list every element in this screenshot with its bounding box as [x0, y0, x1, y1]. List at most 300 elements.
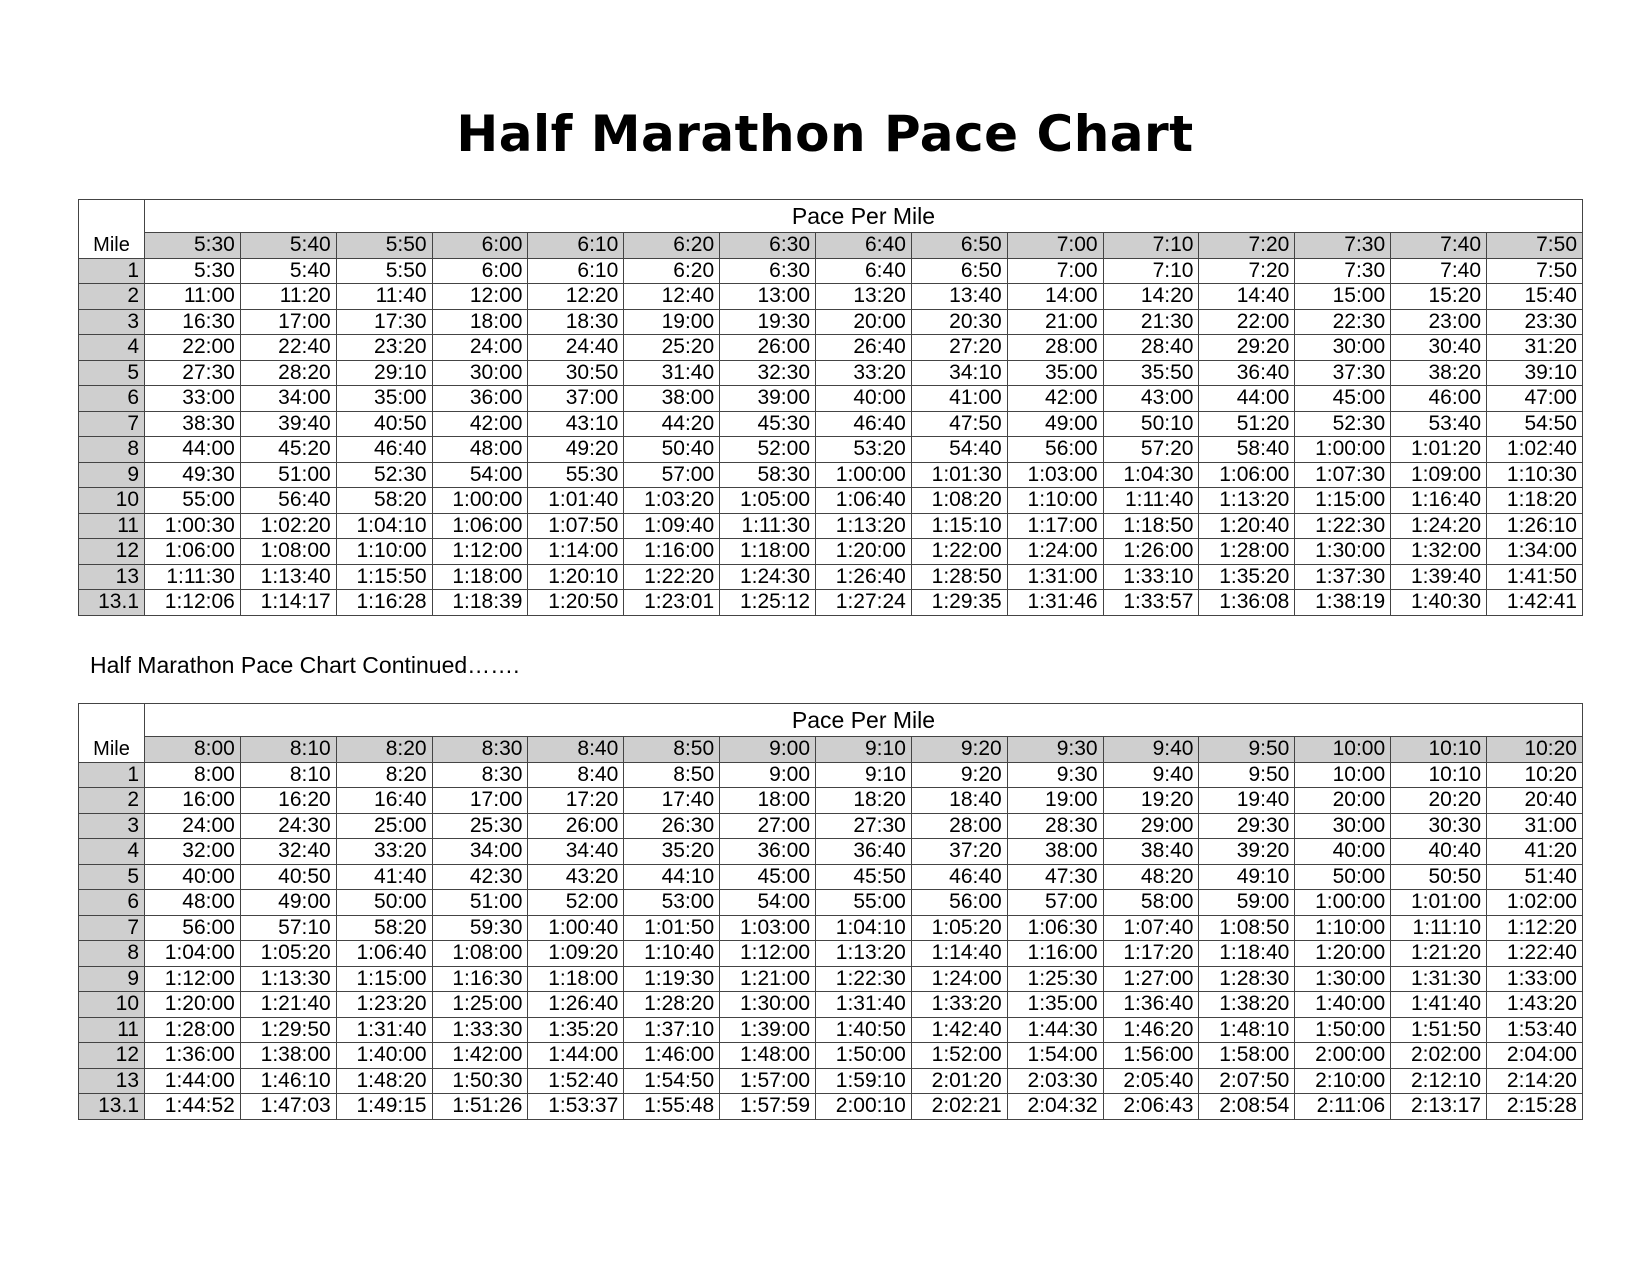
split-time-cell: 51:00: [432, 890, 528, 916]
split-time-cell: 1:06:30: [1007, 915, 1103, 941]
split-time-cell: 28:00: [911, 813, 1007, 839]
split-time-cell: 16:00: [145, 788, 241, 814]
split-time-cell: 1:12:20: [1487, 915, 1583, 941]
split-time-cell: 29:10: [336, 360, 432, 386]
split-time-cell: 53:40: [1391, 411, 1487, 437]
split-time-cell: 15:00: [1295, 284, 1391, 310]
split-time-cell: 1:05:20: [240, 941, 336, 967]
mile-header: Mile: [79, 233, 145, 259]
split-time-cell: 1:00:00: [432, 488, 528, 514]
split-time-cell: 53:00: [624, 890, 720, 916]
split-time-cell: 1:41:50: [1487, 564, 1583, 590]
split-time-cell: 12:40: [624, 284, 720, 310]
page-title: Half Marathon Pace Chart: [456, 105, 1194, 163]
pace-header-row: [79, 233, 1583, 259]
mile-row-label: 2: [79, 788, 145, 814]
split-time-cell: 16:30: [145, 309, 241, 335]
split-time-cell: 1:27:24: [816, 590, 912, 616]
split-time-cell: 25:00: [336, 813, 432, 839]
split-time-cell: 29:30: [1199, 813, 1295, 839]
split-time-cell: 8:40: [528, 762, 624, 788]
split-time-cell: 58:20: [336, 915, 432, 941]
pace-table-1: [78, 199, 1583, 616]
split-time-cell: 1:00:30: [145, 513, 241, 539]
split-time-cell: 1:10:40: [624, 941, 720, 967]
split-time-cell: 1:24:30: [720, 564, 816, 590]
corner-cell: [79, 704, 145, 737]
split-time-cell: 32:30: [720, 360, 816, 386]
split-time-cell: 1:40:00: [336, 1043, 432, 1069]
split-time-cell: 28:20: [240, 360, 336, 386]
mile-row-label: 10: [79, 488, 145, 514]
mile-row-label: 8: [79, 437, 145, 463]
split-time-cell: 1:11:40: [1103, 488, 1199, 514]
split-time-cell: 12:00: [432, 284, 528, 310]
split-time-cell: 1:16:00: [624, 539, 720, 565]
table-row: [79, 966, 1583, 992]
split-time-cell: 1:26:40: [816, 564, 912, 590]
pace-column-header: 10:20: [1487, 737, 1583, 763]
split-time-cell: 1:11:30: [720, 513, 816, 539]
split-time-cell: 38:00: [1007, 839, 1103, 865]
split-time-cell: 14:40: [1199, 284, 1295, 310]
split-time-cell: 7:10: [1103, 258, 1199, 284]
split-time-cell: 21:30: [1103, 309, 1199, 335]
mile-row-label: 9: [79, 462, 145, 488]
split-time-cell: 22:40: [240, 335, 336, 361]
table-row: [79, 1068, 1583, 1094]
split-time-cell: 1:06:00: [145, 539, 241, 565]
split-time-cell: 30:00: [432, 360, 528, 386]
split-time-cell: 19:30: [720, 309, 816, 335]
split-time-cell: 7:00: [1007, 258, 1103, 284]
split-time-cell: 30:50: [528, 360, 624, 386]
split-time-cell: 1:50:30: [432, 1068, 528, 1094]
split-time-cell: 1:22:30: [816, 966, 912, 992]
split-time-cell: 1:34:00: [1487, 539, 1583, 565]
pace-column-header: 6:40: [816, 233, 912, 259]
split-time-cell: 57:20: [1103, 437, 1199, 463]
split-time-cell: 1:44:52: [145, 1094, 241, 1120]
split-time-cell: 36:40: [1199, 360, 1295, 386]
split-time-cell: 34:10: [911, 360, 1007, 386]
split-time-cell: 1:14:40: [911, 941, 1007, 967]
table-row: [79, 941, 1583, 967]
split-time-cell: 1:23:01: [624, 590, 720, 616]
split-time-cell: 1:24:00: [911, 966, 1007, 992]
split-time-cell: 9:30: [1007, 762, 1103, 788]
split-time-cell: 1:50:00: [1295, 1017, 1391, 1043]
split-time-cell: 17:30: [336, 309, 432, 335]
split-time-cell: 24:30: [240, 813, 336, 839]
table-row: [79, 411, 1583, 437]
mile-row-label: 6: [79, 386, 145, 412]
split-time-cell: 1:40:30: [1391, 590, 1487, 616]
split-time-cell: 37:20: [911, 839, 1007, 865]
split-time-cell: 16:20: [240, 788, 336, 814]
pace-column-header: 8:50: [624, 737, 720, 763]
split-time-cell: 1:28:00: [145, 1017, 241, 1043]
split-time-cell: 1:12:00: [432, 539, 528, 565]
split-time-cell: 1:00:00: [1295, 437, 1391, 463]
split-time-cell: 1:31:00: [1007, 564, 1103, 590]
split-time-cell: 1:38:19: [1295, 590, 1391, 616]
split-time-cell: 8:30: [432, 762, 528, 788]
table-row: [79, 1094, 1583, 1120]
mile-row-label: 4: [79, 335, 145, 361]
mile-row-label: 3: [79, 813, 145, 839]
pace-column-header: 7:10: [1103, 233, 1199, 259]
pace-per-mile-header: Pace Per Mile: [145, 704, 1583, 737]
split-time-cell: 43:10: [528, 411, 624, 437]
pace-column-header: 8:10: [240, 737, 336, 763]
mile-row-label: 1: [79, 258, 145, 284]
split-time-cell: 1:09:00: [1391, 462, 1487, 488]
split-time-cell: 17:00: [240, 309, 336, 335]
split-time-cell: 1:41:40: [1391, 992, 1487, 1018]
split-time-cell: 17:00: [432, 788, 528, 814]
pace-column-header: 7:20: [1199, 233, 1295, 259]
split-time-cell: 45:20: [240, 437, 336, 463]
pace-per-mile-header: Pace Per Mile: [145, 200, 1583, 233]
split-time-cell: 56:00: [911, 890, 1007, 916]
split-time-cell: 1:20:50: [528, 590, 624, 616]
split-time-cell: 1:13:20: [816, 941, 912, 967]
pace-table-2: [78, 703, 1583, 1120]
split-time-cell: 9:10: [816, 762, 912, 788]
split-time-cell: 1:06:00: [432, 513, 528, 539]
split-time-cell: 53:20: [816, 437, 912, 463]
split-time-cell: 47:50: [911, 411, 1007, 437]
split-time-cell: 30:00: [1295, 335, 1391, 361]
pace-column-header: 10:10: [1391, 737, 1487, 763]
split-time-cell: 1:18:00: [432, 564, 528, 590]
split-time-cell: 7:40: [1391, 258, 1487, 284]
split-time-cell: 9:20: [911, 762, 1007, 788]
split-time-cell: 1:22:30: [1295, 513, 1391, 539]
split-time-cell: 58:30: [720, 462, 816, 488]
table-row: [79, 992, 1583, 1018]
pace-header-row: [79, 737, 1583, 763]
split-time-cell: 31:40: [624, 360, 720, 386]
split-time-cell: 16:40: [336, 788, 432, 814]
split-time-cell: 41:40: [336, 864, 432, 890]
split-time-cell: 2:12:10: [1391, 1068, 1487, 1094]
split-time-cell: 1:15:00: [336, 966, 432, 992]
table-row: [79, 915, 1583, 941]
split-time-cell: 2:02:21: [911, 1094, 1007, 1120]
split-time-cell: 1:35:20: [528, 1017, 624, 1043]
split-time-cell: 1:27:00: [1103, 966, 1199, 992]
split-time-cell: 6:40: [816, 258, 912, 284]
split-time-cell: 1:51:26: [432, 1094, 528, 1120]
split-time-cell: 1:08:50: [1199, 915, 1295, 941]
split-time-cell: 1:15:10: [911, 513, 1007, 539]
mile-row-label: 7: [79, 915, 145, 941]
split-time-cell: 32:40: [240, 839, 336, 865]
split-time-cell: 2:01:20: [911, 1068, 1007, 1094]
split-time-cell: 1:00:00: [816, 462, 912, 488]
split-time-cell: 14:00: [1007, 284, 1103, 310]
split-time-cell: 43:00: [1103, 386, 1199, 412]
split-time-cell: 2:04:00: [1487, 1043, 1583, 1069]
pace-column-header: 9:20: [911, 737, 1007, 763]
split-time-cell: 1:30:00: [1295, 966, 1391, 992]
split-time-cell: 1:28:30: [1199, 966, 1295, 992]
split-time-cell: 44:00: [1199, 386, 1295, 412]
split-time-cell: 51:40: [1487, 864, 1583, 890]
split-time-cell: 35:00: [1007, 360, 1103, 386]
split-time-cell: 1:26:00: [1103, 539, 1199, 565]
split-time-cell: 1:04:10: [336, 513, 432, 539]
split-time-cell: 56:40: [240, 488, 336, 514]
mile-row-label: 12: [79, 1043, 145, 1069]
split-time-cell: 45:00: [1295, 386, 1391, 412]
split-time-cell: 1:46:10: [240, 1068, 336, 1094]
split-time-cell: 29:00: [1103, 813, 1199, 839]
split-time-cell: 49:30: [145, 462, 241, 488]
split-time-cell: 18:40: [911, 788, 1007, 814]
split-time-cell: 1:44:00: [528, 1043, 624, 1069]
split-time-cell: 54:40: [911, 437, 1007, 463]
pace-column-header: 8:20: [336, 737, 432, 763]
table-row: [79, 462, 1583, 488]
split-time-cell: 8:10: [240, 762, 336, 788]
split-time-cell: 1:57:59: [720, 1094, 816, 1120]
split-time-cell: 1:24:20: [1391, 513, 1487, 539]
split-time-cell: 22:00: [145, 335, 241, 361]
split-time-cell: 1:46:00: [624, 1043, 720, 1069]
mile-row-label: 13.1: [79, 1094, 145, 1120]
table-row: [79, 309, 1583, 335]
split-time-cell: 42:00: [1007, 386, 1103, 412]
split-time-cell: 40:40: [1391, 839, 1487, 865]
split-time-cell: 51:20: [1199, 411, 1295, 437]
split-time-cell: 1:07:30: [1295, 462, 1391, 488]
split-time-cell: 50:40: [624, 437, 720, 463]
split-time-cell: 1:48:20: [336, 1068, 432, 1094]
mile-row-label: 3: [79, 309, 145, 335]
split-time-cell: 40:00: [145, 864, 241, 890]
split-time-cell: 23:20: [336, 335, 432, 361]
split-time-cell: 39:00: [720, 386, 816, 412]
split-time-cell: 1:02:20: [240, 513, 336, 539]
split-time-cell: 1:56:00: [1103, 1043, 1199, 1069]
split-time-cell: 5:30: [145, 258, 241, 284]
split-time-cell: 1:46:20: [1103, 1017, 1199, 1043]
split-time-cell: 58:40: [1199, 437, 1295, 463]
split-time-cell: 1:18:20: [1487, 488, 1583, 514]
table-row: [79, 539, 1583, 565]
split-time-cell: 1:13:40: [240, 564, 336, 590]
split-time-cell: 2:11:06: [1295, 1094, 1391, 1120]
split-time-cell: 35:00: [336, 386, 432, 412]
split-time-cell: 1:18:40: [1199, 941, 1295, 967]
split-time-cell: 1:06:40: [336, 941, 432, 967]
split-time-cell: 18:20: [816, 788, 912, 814]
split-time-cell: 50:10: [1103, 411, 1199, 437]
split-time-cell: 38:40: [1103, 839, 1199, 865]
pace-column-header: 8:00: [145, 737, 241, 763]
split-time-cell: 31:20: [1487, 335, 1583, 361]
mile-row-label: 9: [79, 966, 145, 992]
split-time-cell: 2:05:40: [1103, 1068, 1199, 1094]
split-time-cell: 1:14:00: [528, 539, 624, 565]
split-time-cell: 1:36:08: [1199, 590, 1295, 616]
split-time-cell: 1:15:50: [336, 564, 432, 590]
split-time-cell: 1:33:20: [911, 992, 1007, 1018]
split-time-cell: 1:36:40: [1103, 992, 1199, 1018]
split-time-cell: 27:00: [720, 813, 816, 839]
split-time-cell: 1:00:00: [1295, 890, 1391, 916]
split-time-cell: 1:28:00: [1199, 539, 1295, 565]
split-time-cell: 1:22:40: [1487, 941, 1583, 967]
split-time-cell: 45:00: [720, 864, 816, 890]
split-time-cell: 1:35:00: [1007, 992, 1103, 1018]
split-time-cell: 40:00: [1295, 839, 1391, 865]
split-time-cell: 2:00:00: [1295, 1043, 1391, 1069]
split-time-cell: 55:00: [816, 890, 912, 916]
split-time-cell: 1:11:30: [145, 564, 241, 590]
split-time-cell: 1:12:06: [145, 590, 241, 616]
split-time-cell: 1:20:10: [528, 564, 624, 590]
split-time-cell: 1:40:50: [816, 1017, 912, 1043]
split-time-cell: 2:14:20: [1487, 1068, 1583, 1094]
split-time-cell: 1:39:40: [1391, 564, 1487, 590]
split-time-cell: 1:04:10: [816, 915, 912, 941]
split-time-cell: 48:20: [1103, 864, 1199, 890]
split-time-cell: 44:10: [624, 864, 720, 890]
split-time-cell: 34:00: [432, 839, 528, 865]
split-time-cell: 1:30:00: [720, 992, 816, 1018]
table-row: [79, 284, 1583, 310]
split-time-cell: 1:16:28: [336, 590, 432, 616]
split-time-cell: 1:26:10: [1487, 513, 1583, 539]
split-time-cell: 1:43:20: [1487, 992, 1583, 1018]
split-time-cell: 9:00: [720, 762, 816, 788]
split-time-cell: 1:05:00: [720, 488, 816, 514]
pace-column-header: 6:20: [624, 233, 720, 259]
mile-header: Mile: [79, 737, 145, 763]
split-time-cell: 54:50: [1487, 411, 1583, 437]
split-time-cell: 27:30: [145, 360, 241, 386]
split-time-cell: 1:08:00: [240, 539, 336, 565]
split-time-cell: 20:40: [1487, 788, 1583, 814]
split-time-cell: 1:20:00: [1295, 941, 1391, 967]
split-time-cell: 6:30: [720, 258, 816, 284]
split-time-cell: 34:00: [240, 386, 336, 412]
split-time-cell: 1:03:00: [1007, 462, 1103, 488]
pace-column-header: 9:50: [1199, 737, 1295, 763]
split-time-cell: 48:00: [432, 437, 528, 463]
split-time-cell: 1:20:00: [145, 992, 241, 1018]
split-time-cell: 1:25:30: [1007, 966, 1103, 992]
mile-row-label: 5: [79, 360, 145, 386]
split-time-cell: 19:00: [1007, 788, 1103, 814]
split-time-cell: 50:00: [336, 890, 432, 916]
split-time-cell: 33:20: [816, 360, 912, 386]
mile-row-label: 5: [79, 864, 145, 890]
split-time-cell: 43:20: [528, 864, 624, 890]
split-time-cell: 46:40: [336, 437, 432, 463]
split-time-cell: 1:39:00: [720, 1017, 816, 1043]
split-time-cell: 26:00: [528, 813, 624, 839]
split-time-cell: 12:20: [528, 284, 624, 310]
split-time-cell: 11:20: [240, 284, 336, 310]
split-time-cell: 44:00: [145, 437, 241, 463]
split-time-cell: 1:18:00: [720, 539, 816, 565]
split-time-cell: 1:13:20: [1199, 488, 1295, 514]
split-time-cell: 19:40: [1199, 788, 1295, 814]
pace-column-header: 6:50: [911, 233, 1007, 259]
split-time-cell: 48:00: [145, 890, 241, 916]
split-time-cell: 39:20: [1199, 839, 1295, 865]
split-time-cell: 1:31:40: [336, 1017, 432, 1043]
split-time-cell: 1:04:30: [1103, 462, 1199, 488]
table-row: [79, 864, 1583, 890]
split-time-cell: 26:00: [720, 335, 816, 361]
split-time-cell: 58:00: [1103, 890, 1199, 916]
split-time-cell: 59:30: [432, 915, 528, 941]
split-time-cell: 26:30: [624, 813, 720, 839]
split-time-cell: 57:10: [240, 915, 336, 941]
split-time-cell: 25:30: [432, 813, 528, 839]
split-time-cell: 24:00: [432, 335, 528, 361]
split-time-cell: 52:00: [528, 890, 624, 916]
split-time-cell: 1:54:00: [1007, 1043, 1103, 1069]
split-time-cell: 57:00: [624, 462, 720, 488]
split-time-cell: 47:30: [1007, 864, 1103, 890]
split-time-cell: 37:00: [528, 386, 624, 412]
mile-row-label: 2: [79, 284, 145, 310]
split-time-cell: 1:40:00: [1295, 992, 1391, 1018]
split-time-cell: 1:07:50: [528, 513, 624, 539]
split-time-cell: 1:48:10: [1199, 1017, 1295, 1043]
table-row: [79, 488, 1583, 514]
group-header-row: [79, 200, 1583, 233]
split-time-cell: 1:42:40: [911, 1017, 1007, 1043]
split-time-cell: 1:23:20: [336, 992, 432, 1018]
table-row: [79, 386, 1583, 412]
split-time-cell: 1:09:20: [528, 941, 624, 967]
mile-row-label: 12: [79, 539, 145, 565]
split-time-cell: 22:30: [1295, 309, 1391, 335]
split-time-cell: 1:13:20: [816, 513, 912, 539]
split-time-cell: 44:20: [624, 411, 720, 437]
group-header-row: [79, 704, 1583, 737]
pace-column-header: 9:30: [1007, 737, 1103, 763]
split-time-cell: 1:31:40: [816, 992, 912, 1018]
split-time-cell: 1:57:00: [720, 1068, 816, 1094]
split-time-cell: 1:35:20: [1199, 564, 1295, 590]
split-time-cell: 47:00: [1487, 386, 1583, 412]
pace-column-header: 9:00: [720, 737, 816, 763]
split-time-cell: 1:49:15: [336, 1094, 432, 1120]
pace-column-header: 6:10: [528, 233, 624, 259]
split-time-cell: 52:30: [1295, 411, 1391, 437]
split-time-cell: 1:06:40: [816, 488, 912, 514]
split-time-cell: 2:00:10: [816, 1094, 912, 1120]
split-time-cell: 5:40: [240, 258, 336, 284]
split-time-cell: 18:00: [432, 309, 528, 335]
split-time-cell: 46:40: [911, 864, 1007, 890]
mile-row-label: 1: [79, 762, 145, 788]
split-time-cell: 1:18:39: [432, 590, 528, 616]
pace-column-header: 8:30: [432, 737, 528, 763]
split-time-cell: 30:40: [1391, 335, 1487, 361]
mile-row-label: 13.1: [79, 590, 145, 616]
split-time-cell: 1:38:00: [240, 1043, 336, 1069]
